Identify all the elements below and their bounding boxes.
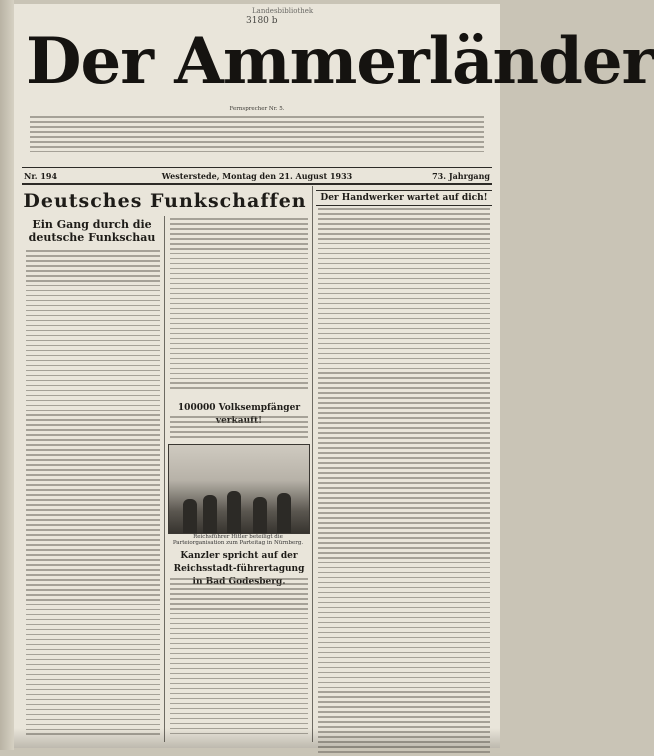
- column-rule-2: [312, 186, 313, 742]
- newspaper-page: [14, 4, 654, 748]
- top-rule: [22, 167, 492, 168]
- photo-figure: [277, 493, 291, 533]
- right-headline: Der Handwerker wartet auf dich!: [316, 190, 492, 206]
- page-binding-edge: [0, 0, 14, 750]
- column-1-text: [26, 250, 160, 738]
- column-2-text-middle: [170, 416, 308, 441]
- volume-number: 73. Jahrgang: [432, 171, 490, 181]
- issue-number: Nr. 194: [24, 171, 58, 181]
- bottom-shadow: [14, 728, 500, 748]
- photo-figure: [183, 499, 197, 533]
- dateline-rule: [22, 183, 492, 185]
- photo-caption: Reichsführer Hitler beteiligt die Parteiorganisation zum Parteitag in Nürnberg.: [172, 534, 304, 546]
- archive-number: 3180 b: [246, 16, 278, 26]
- bottom-headline: Kanzler spricht auf der Reichsstadt-führertagung: [173, 551, 305, 574]
- masthead-title: Der Ammerländer: [26, 24, 654, 99]
- column-3-text: [318, 208, 490, 756]
- photo-figure: [227, 491, 241, 533]
- phone-line: Fernsprecher Nr. 5.: [229, 106, 285, 112]
- library-stamp: Landesbibliothek: [252, 7, 314, 15]
- main-subhead: Ein Gang durch die deutsche Funkschau: [28, 218, 156, 244]
- column-rule-1: [164, 216, 165, 742]
- photo-figure: [253, 497, 267, 533]
- main-headline: Deutsches Funkschaffen: [23, 190, 307, 212]
- photo-figure: [203, 495, 217, 533]
- issue-date: Westerstede, Montag den 21. August 1933: [161, 171, 353, 181]
- column-2-text-top: [170, 218, 308, 392]
- middle-headline: 100000 Volksempfänger: [177, 403, 301, 413]
- news-photo: [168, 444, 310, 534]
- column-2-text-bottom: [170, 578, 308, 738]
- masthead-small-print: [30, 116, 484, 156]
- dateline: [22, 170, 492, 182]
